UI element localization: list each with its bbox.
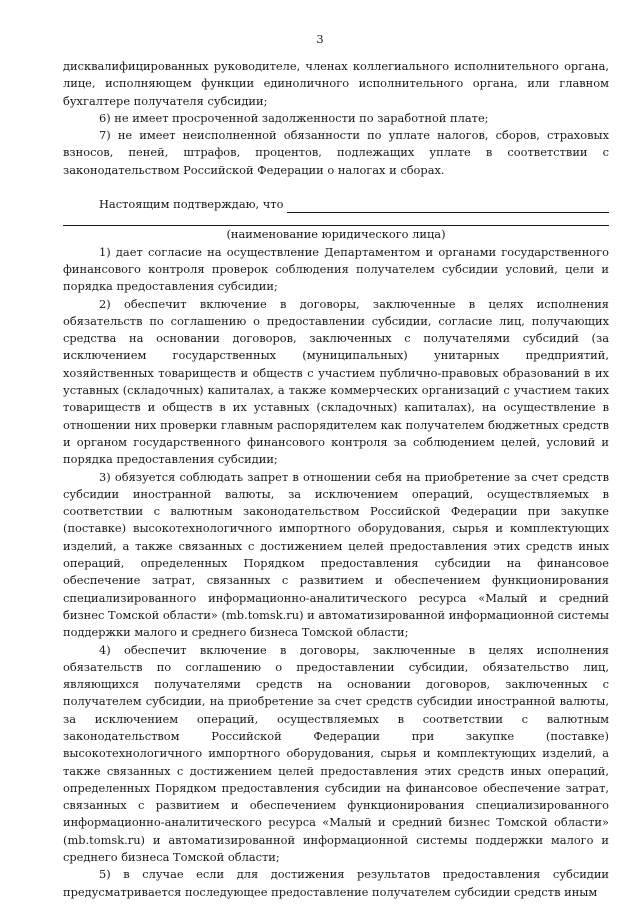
legal-entity-name-blank-line-2[interactable] (63, 213, 609, 226)
paragraph-item-7: 7) не имеет неисполненной обязанности по уплате налогов, сборов, страховых взносов, пеней, штрафов, процентов, подлежащих уплате в соответствии с законодательством Российской Федерации о налогах и сборах. (63, 128, 609, 177)
paragraph-item-2: 2) обеспечит включение в договоры, заключенные в целях исполнения обязательств по соглашению о предоставлении субсидии, согласие лиц, получающих средства на основании договоров, заключенных с получателями субсидий (за исключением государственных (муниципальных) унитарных предприятий, хозяйственных товариществ и обществ с участием публично-правовых образований в их уставных (складочных) капиталах, а также коммерческих организаций с участием таких товариществ и обществ в их уставных (складочных) капиталах), на осуществление в отношении них проверки главным распорядителем как получателем бюджетных средств и органом государственного финансового контроля за соблюдением целей, условий и порядка предоставления субсидии; (63, 296, 609, 467)
page-number: 3 (316, 32, 324, 46)
paragraph-item-5: 5) в случае если для достижения результатов предоставления субсидии предусматривается последующее предоставление получателем субсидии средств иным (63, 867, 609, 899)
confirmation-line (63, 196, 609, 213)
paragraph-continuation: дисквалифицированных руководителе, членах коллегиального исполнительного органа, лице, исполняющем функции единоличного исполнительного органа, или главном бухгалтере получателя субсидии; (63, 59, 609, 108)
paragraph-item-3: 3) обязуется соблюдать запрет в отношении себя на приобретение за счет средств субсидии иностранной валюты, за исключением операций, осуществляемых в соответствии с валютным законодательством Российской Федерации при закупке (поставке) высокотехнологичного импортного оборудования, сырья и комплектующих изделий, а также связанных с достижением целей предоставления этих средств иных операций, определенных Порядком предоставления субсидии на финансовое обеспечение затрат, связанных с развитием и обеспечением функционирования специализированного информационно-аналитического ресурса «Малый и средний бизнес Томской области» (mb.tomsk.ru) и автоматизированной информационной системы поддержки малого и среднего бизнеса Томской области; (63, 469, 609, 640)
confirmation-label: Настоящим подтверждаю, что (99, 197, 284, 212)
document-body (63, 58, 609, 901)
legal-entity-caption: (наименование юридического лица) (226, 227, 446, 242)
paragraph-item-6: 6) не имеет просроченной задолженности по заработной плате; (99, 110, 489, 125)
legal-entity-name-blank[interactable] (287, 199, 609, 213)
paragraph-item-1: 1) дает согласие на осуществление Департаментом и органами государственного финансового контроля проверок соблюдения получателем субсидии условий, цели и порядка предоставления субсидии; (63, 244, 609, 294)
paragraph-item-4: 4) обеспечит включение в договоры, заключенные в целях исполнения обязательств по соглашению о предоставлении субсидии, обязательство лиц, являющихся получателями средств на основании договоров, заключенных с получателем субсидии, на приобретение за счет средств субсидии иностранной валюты, за исключением операций, осуществляемых в соответствии с валютным законодательством Российской Федерации при закупке (поставке) высокотехнологичного импортного оборудования, сырья и комплектующих изделий, а также связанных с достижением целей предоставления этих средств иных операций, определенных Порядком предоставления субсидии на финансовое обеспечение затрат, связанных с развитием и обеспечением функционирования специализированного информационно-аналитического ресурса «Малый и средний бизнес Томской области» (mb.tomsk.ru) и автоматизированной информационной системы поддержки малого и среднего бизнеса Томской области; (63, 642, 609, 865)
